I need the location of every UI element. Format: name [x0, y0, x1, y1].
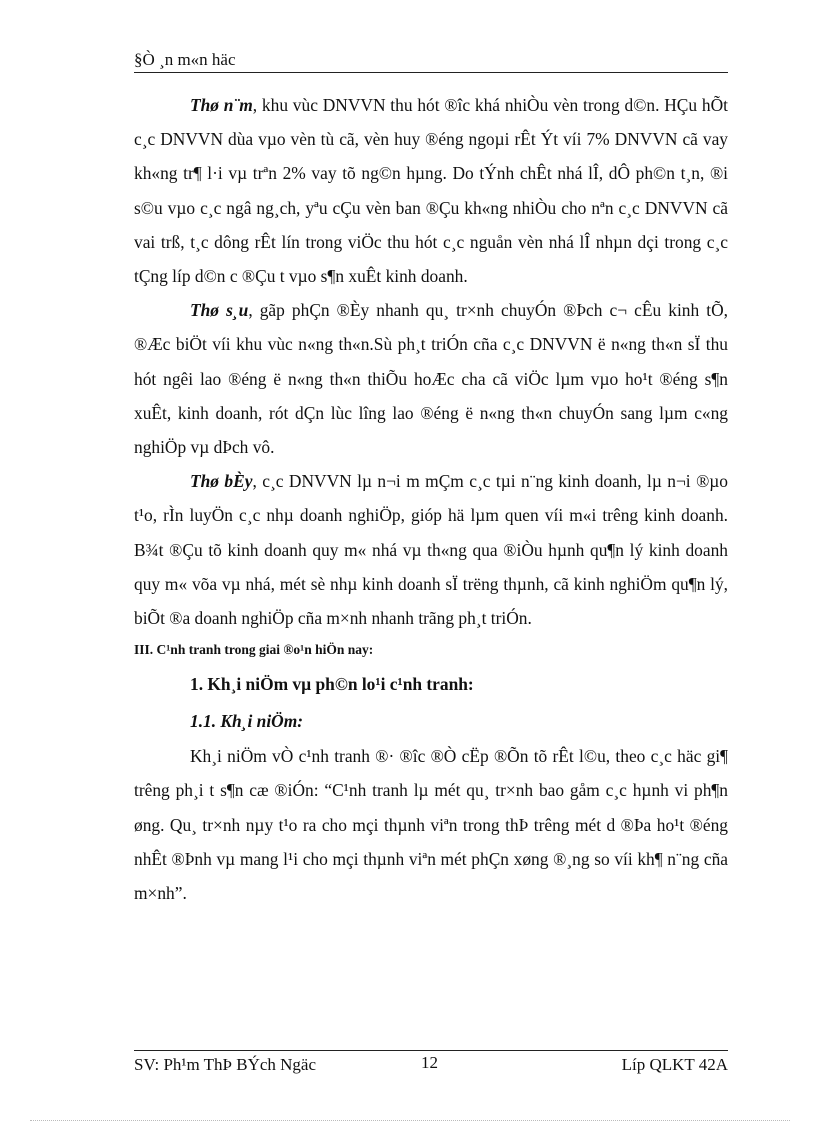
- section-heading: III. C¹nh tranh trong giai ®o¹n hiÖn nay:: [134, 642, 374, 658]
- footer-class: Líp QLKT 42A: [621, 1055, 728, 1074]
- page-number: 12: [421, 1053, 438, 1072]
- footer-author: SV: Ph¹m ThÞ BÝch Ngäc: [134, 1055, 317, 1074]
- header-title: §Ò ¸n m«n häc: [134, 50, 236, 69]
- subsection-heading: 1. Kh¸i niÖm vµ ph©n lo¹i c¹nh tranh:: [190, 674, 474, 695]
- paragraph-text: , c¸c DNVVN lµ n¬i m mÇm c¸c tµi n¨ng kinh doanh, lµ n¬i ®µo t¹o, rÌn luyÖn c¸c nhµ doanh nghiÖp, gióp hä lµm quen víi m«i trêng kinh doanh. B¾t ®Çu tõ kinh doanh quy m« nhá vµ th«ng qua ®iÒu hµnh qu¶n lý kinh doanh quy m« võa vµ nhá, mét sè nhµ kinh doanh sÏ trëng thµnh, cã kinh nghiÖm qu¶n lý, biÕt ®a doanh nghiÖp cña m×nh nhanh trãng ph¸t triÓn.: [134, 471, 728, 629]
- subsubsection-heading: 1.1. Kh¸i niÖm:: [190, 711, 304, 732]
- paragraph-lead: Thø n¨m: [190, 95, 253, 115]
- paragraph-lead: Thø bÈy: [190, 471, 253, 492]
- page-footer: [134, 1054, 728, 1076]
- page-header: [134, 50, 726, 70]
- paragraph-text: Kh¸i niÖm vÒ c¹nh tranh ®· ®îc ®Ò cËp ®Õn tõ rÊt l©u, theo c¸c häc gi¶ trêng ph¸i t s¶n cæ ®iÓn: “C¹nh tranh lµ mét qu¸ tr×nh bao gåm c¸c hµnh vi ph¶n øng. Qu¸ tr×nh nµy t¹o ra cho mçi thµnh viªn trong thÞ trêng mét d ®Þa ho¹t ®éng nhÊt ®Þnh vµ mang l¹i cho mçi thµnh viªn mét phÇn xøng ®¸ng so víi kh¶ n¨ng cña m×nh”.: [134, 746, 728, 904]
- footer-divider: [134, 1050, 728, 1051]
- paragraph-thu-bay: [134, 464, 728, 635]
- paragraph-lead: Thø s¸u: [190, 300, 249, 321]
- paragraph-text: , khu vùc DNVVN thu hót ®îc khá nhiÒu vèn trong d©n. HÇu hÕt c¸c DNVVN dùa vµo vèn tù cã, vèn huy ®éng ngoµi rÊt Ýt víi 7% DNVVN cã vay kh«ng tr¶ l·i vµ trªn 2% vay tõ ng©n hµng. Do tÝnh chÊt nhá lÎ, dÔ ph©n t¸n, ®i s©u vµo c¸c ngâ ng¸ch, yªu cÇu vèn ban ®Çu kh«ng nhiÒu cho nªn c¸c DNVVN cã vai trß, t¸c dông rÊt lín trong viÖc thu hót c¸c nguån vèn nhá lÎ nhµn dçi trong c¸c tÇng líp d©n c ®Çu t vµo s¶n xuÊt kinh doanh.: [134, 95, 728, 287]
- page-body: [134, 88, 728, 910]
- paragraph-khai-niem: [134, 739, 728, 910]
- paragraph-thu-nam: [134, 88, 728, 293]
- paragraph-thu-sau: [134, 293, 728, 464]
- header-divider: [134, 72, 728, 73]
- paragraph-text: , gãp phÇn ®Èy nhanh qu¸ tr×nh chuyÓn ®Þch c¬ cÊu kinh tÕ, ®Æc biÖt víi khu vùc n«ng th«n.Sù ph¸t triÓn cña c¸c DNVVN ë n«ng th«n sÏ thu hót ngêi lao ®éng ë n«ng th«n thiÕu hoÆc cha cã viÖc lµm vµo ho¹t ®éng s¶n xuÊt, kinh doanh, rót dÇn lùc lîng lao ®éng ë n«ng th«n chuyÓn sang lµm c«ng nghiÖp vµ dÞch vô.: [134, 300, 728, 458]
- page-edge: [30, 1120, 790, 1121]
